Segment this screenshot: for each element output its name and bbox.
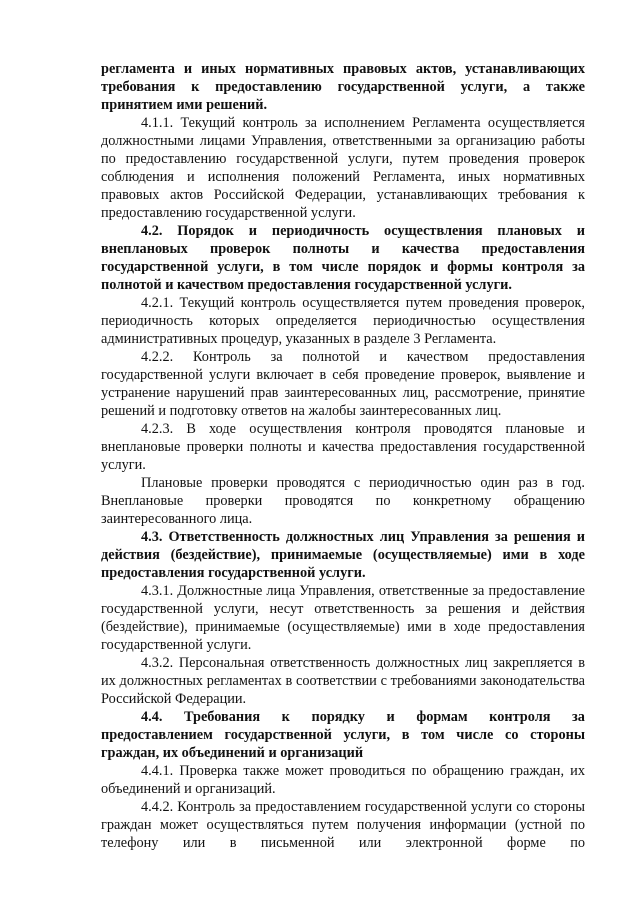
section-heading-4-4 — [101, 708, 585, 762]
section-heading-4-4-rest: предоставлением государственной услуги, в том числе со стороны граждан, их объединений и организаций — [101, 727, 585, 761]
heading-4-4-word: к — [281, 709, 290, 725]
heading-4-4-word: за — [572, 709, 585, 725]
heading-4-4-word: контроля — [489, 709, 551, 725]
paragraph-planned-inspections: Плановые проверки проводятся с периодичностью один раз в год. Внеплановые проверки проводятся по конкретному обращению заинтересованного лица. — [101, 475, 585, 527]
heading-4-4-number: 4.4. — [141, 709, 163, 725]
section-heading-4-2: 4.2. Порядок и периодичность осуществления плановых и внеплановых проверок полноты и качества предоставления государственной услуги, в том числе порядок и формы контроля за полнотой и качеством предоставления государственной услуги. — [101, 223, 585, 293]
paragraph-4-2-2: 4.2.2. Контроль за полнотой и качеством предоставления государственной услуги включает в себя проведение проверок, выявление и устранение нарушений прав заинтересованных лиц, рассмотрение, принятие решений и подготовку ответов на жалобы заинтересованных лиц. — [101, 349, 585, 419]
paragraph-4-4-1: 4.4.1. Проверка также может проводиться по обращению граждан, их объединений и организаций. — [101, 763, 585, 797]
paragraph-4-1-1: 4.1.1. Текущий контроль за исполнением Регламента осуществляется должностными лицами Управления, ответственными за организацию работы по предоставлению государственной услуги, путем проведения проверок соблюдения и исполнения положений Регламента, иных нормативных правовых актов Российской Федерации, устанавливающих требования к предоставлению государственной услуги. — [101, 115, 585, 221]
heading-4-4-word: и — [386, 709, 395, 725]
document-page — [101, 60, 585, 852]
paragraph-4-4-2: 4.4.2. Контроль за предоставлением государственной услуги со стороны граждан может осуществляться путем получения информации (устной по телефону или в письменной или электронной форме по — [101, 799, 585, 851]
heading-4-4-word: Требования — [184, 709, 261, 725]
paragraph-4-2-1: 4.2.1. Текущий контроль осуществляется путем проведения проверок, периодичность которых определяется периодичностью осуществления административных процедур, указанных в разделе 3 Регламента. — [101, 295, 585, 347]
paragraph-4-3-2: 4.3.2. Персональная ответственность должностных лиц закрепляется в их должностных регламентах в соответствии с требованиями законодательства Российской Федерации. — [101, 655, 585, 707]
heading-4-4-word: формам — [416, 709, 468, 725]
section-heading-4-4-first-line — [101, 708, 585, 726]
section-heading-continuation: регламента и иных нормативных правовых актов, устанавливающих требования к предоставлению государственной услуги, а также принятием ими решений. — [101, 61, 585, 113]
paragraph-4-3-1: 4.3.1. Должностные лица Управления, ответственные за предоставление государственной услуги, несут ответственность за решения и действия (бездействие), принимаемые (осуществляемые) ими в ходе предоставления государственной услуги. — [101, 583, 585, 653]
heading-4-4-word: порядку — [311, 709, 365, 725]
section-heading-4-3: 4.3. Ответственность должностных лиц Управления за решения и действия (бездействие), принимаемые (осуществляемые) ими в ходе предоставления государственной услуги. — [101, 529, 585, 581]
paragraph-4-2-3: 4.2.3. В ходе осуществления контроля проводятся плановые и внеплановые проверки полноты и качества предоставления государственной услуги. — [101, 421, 585, 473]
